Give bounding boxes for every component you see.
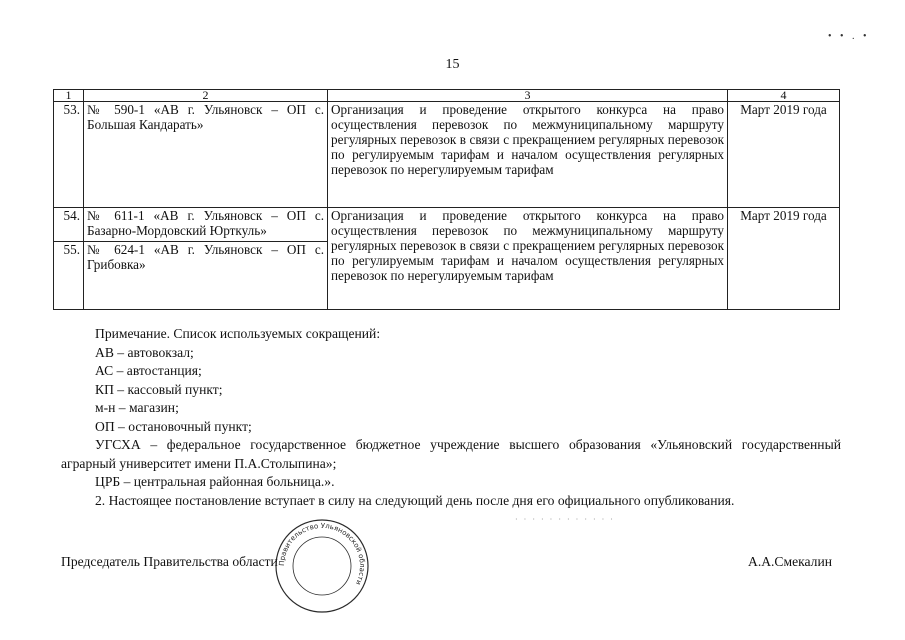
signatory-name: А.А.Смекалин [748,554,833,569]
header-cell: 3 [328,90,728,102]
row-number: 53. [54,102,84,208]
stamp-text: Правительство Ульяновской области [277,521,367,587]
scan-dots: · · · · · · · · · · · · [515,515,615,524]
routes-table [53,89,840,310]
abbreviation-item: АС – автостанция; [95,363,202,378]
clause-2: 2. Настоящее постановление вступает в силу на следующий день после дня его официального опубликования. [95,492,735,508]
route-cell: № 624-1 «АВ г. Ульяновск – ОП с. Грибовка» [84,242,328,310]
action-cell: Организация и проведение открытого конкурса на право осуществления перевозок по межмуниципальному маршруту регулярных перевозок в связи с прекращением регулярных перевозок по регулируемым тарифам и началом осуществления регулярных перевозок по нерегулируемым тарифам [328,102,728,208]
row-number: 55. [54,242,84,310]
table-row [54,102,840,208]
corner-marks: • • . • [828,31,870,42]
notes-section [61,325,841,510]
action-cell: Организация и проведение открытого конкурса на право осуществления перевозок по межмуниципальному маршруту регулярных перевозок в связи с прекращением регулярных перевозок по регулируемым тарифам и началом осуществления регулярных перевозок по нерегулируемым тарифам [328,208,728,310]
abbreviation-item: АВ – автовокзал; [95,344,194,360]
row-number: 54. [54,208,84,242]
abbreviation-ugsha: УГСХА – федеральное государственное бюджетное учреждение высшего образования «Ульяновский государственный аграрный университет имени П.А.Столыпина»; [61,437,841,471]
table-header-row [54,90,840,102]
abbreviation-item: ОП – остановочный пункт; [95,418,252,434]
header-cell: 1 [54,90,84,102]
abbreviation-item: м-н – магазин; [95,400,179,415]
header-cell: 4 [728,90,840,102]
header-cell: 2 [84,90,328,102]
signatory-position: Председатель Правительства области [61,554,278,569]
official-stamp [272,516,372,616]
notes-title: Примечание. Список используемых сокращений: [95,326,381,341]
route-cell: № 590-1 «АВ г. Ульяновск – ОП с. Большая Кандарать» [84,102,328,208]
table-row [54,208,840,242]
abbreviation-item: КП – кассовый пункт; [95,381,223,397]
date-cell: Март 2019 года [728,102,840,208]
page-number: 15 [445,57,460,72]
route-cell: № 611-1 «АВ г. Ульяновск – ОП с. Базарно-Мордовский Юрткуль» [84,208,328,242]
date-cell: Март 2019 года [728,208,840,310]
abbreviation-crb: ЦРБ – центральная районная больница.». [95,474,335,489]
